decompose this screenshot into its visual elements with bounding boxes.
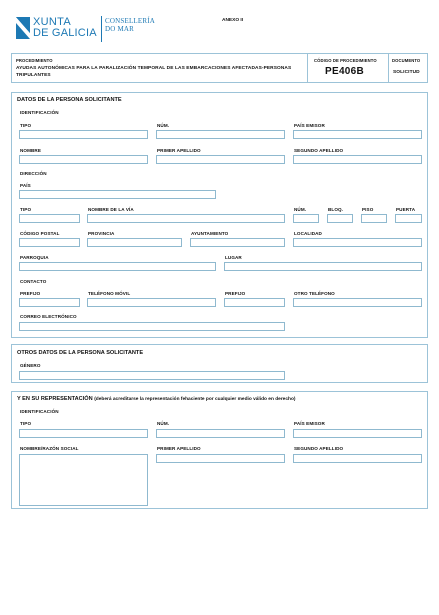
- other-phone-label: OTRO TELÉFONO: [294, 291, 335, 296]
- road-number-field[interactable]: [293, 214, 319, 223]
- type-field[interactable]: [19, 130, 148, 139]
- galicia-flag-icon: [16, 17, 30, 39]
- email-label: CORREO ELECTRÓNICO: [20, 314, 77, 319]
- procedure-code-label: CÓDIGO DE PROCEDIMIENTO: [314, 58, 377, 63]
- municipality-label: AYUNTAMIENTO: [191, 231, 229, 236]
- identification-heading: IDENTIFICACIÓN: [20, 110, 59, 115]
- parish-field[interactable]: [19, 262, 216, 271]
- rep-first-surname-label: PRIMER APELLIDO: [157, 446, 201, 451]
- mobile-field[interactable]: [87, 298, 216, 307]
- other-phone-field[interactable]: [293, 298, 422, 307]
- issuing-country-field[interactable]: [293, 130, 422, 139]
- first-surname-label: PRIMER APELLIDO: [157, 148, 201, 153]
- rep-first-surname-field[interactable]: [156, 454, 285, 463]
- place-field[interactable]: [224, 262, 422, 271]
- road-type-label: TIPO: [20, 207, 32, 212]
- rep-name-field[interactable]: [19, 454, 148, 506]
- procedure-label: PROCEDIMIENTO: [16, 58, 53, 63]
- place-label: LUGAR: [225, 255, 242, 260]
- province-label: PROVINCIA: [88, 231, 115, 236]
- representative-title: [17, 396, 295, 403]
- country-field[interactable]: [19, 190, 216, 199]
- logo-divider: [101, 16, 102, 42]
- locality-label: LOCALIDAD: [294, 231, 322, 236]
- postal-code-field[interactable]: [19, 238, 80, 247]
- procedure-divider-2: [388, 54, 389, 82]
- parish-label: PARROQUIA: [20, 255, 49, 260]
- issuing-country-label: PAÍS EMISOR: [294, 123, 325, 128]
- procedure-title-line-1: AYUDAS AUTONÓMICAS PARA LA PARALIZACIÓN TEMPORAL DE LAS EMBARCACIONES AFECTADAS-PERSONAS: [16, 66, 292, 71]
- procedure-divider-1: [307, 54, 308, 82]
- document-value: SOLICITUD: [393, 70, 420, 75]
- number-label: NÚM.: [157, 123, 170, 128]
- rep-second-surname-field[interactable]: [293, 454, 422, 463]
- door-label: PUERTA: [396, 207, 416, 212]
- second-surname-field[interactable]: [293, 155, 422, 164]
- country-label: PAÍS: [20, 183, 31, 188]
- procedure-title-line-2: TRIPULANTES: [16, 73, 51, 78]
- number-field[interactable]: [156, 130, 285, 139]
- representative-section: [11, 391, 428, 509]
- block-label: BLOQ.: [328, 207, 344, 212]
- gender-field[interactable]: [19, 371, 285, 380]
- logo-line-1: XUNTA: [33, 16, 71, 28]
- email-field[interactable]: [19, 322, 285, 331]
- applicant-section: [11, 92, 428, 338]
- contact-heading: CONTACTO: [20, 279, 47, 284]
- xunta-logo: [16, 16, 106, 42]
- road-name-field[interactable]: [87, 214, 285, 223]
- gender-label: GÉNERO: [20, 363, 41, 368]
- logo-line-2: DE GALICIA: [33, 27, 97, 39]
- rep-issuing-country-field[interactable]: [293, 429, 422, 438]
- applicant-section-title: DATOS DE LA PERSONA SOLICITANTE: [17, 97, 122, 103]
- rep-number-field[interactable]: [156, 429, 285, 438]
- province-field[interactable]: [87, 238, 182, 247]
- procedure-box: [11, 53, 428, 83]
- rep-name-label: NOMBRE/RAZÓN SOCIAL: [20, 446, 79, 451]
- type-label: TIPO: [20, 123, 32, 128]
- rep-type-label: TIPO: [20, 421, 32, 426]
- road-number-label: NÚM.: [294, 207, 307, 212]
- other-data-section: [11, 344, 428, 383]
- department-line-1: CONSELLERÍA: [105, 17, 156, 25]
- road-type-field[interactable]: [19, 214, 80, 223]
- rep-type-field[interactable]: [19, 429, 148, 438]
- other-data-title: OTROS DATOS DE LA PERSONA SOLICITANTE: [17, 350, 144, 356]
- road-name-label: NOMBRE DE LA VÍA: [88, 207, 134, 212]
- name-label: NOMBRE: [20, 148, 42, 153]
- representative-title-main: Y EN SU REPRESENTACIÓN: [17, 396, 93, 402]
- rep-number-label: NÚM.: [157, 421, 170, 426]
- rep-issuing-country-label: PAÍS EMISOR: [294, 421, 325, 426]
- locality-field[interactable]: [293, 238, 422, 247]
- floor-field[interactable]: [361, 214, 387, 223]
- document-label: DOCUMENTO: [392, 58, 421, 63]
- mobile-label: TELÉFONO MÓVIL: [88, 291, 131, 296]
- door-field[interactable]: [395, 214, 422, 223]
- address-heading: DIRECCIÓN: [20, 171, 47, 176]
- annex-label: ANEXO II: [222, 18, 244, 23]
- other-prefix-label: PREFIJO: [225, 291, 246, 296]
- second-surname-label: SEGUNDO APELLIDO: [294, 148, 344, 153]
- representative-note: (deberá acreditarse la representación fehaciente por cualquier medio válido en derecho): [94, 397, 296, 402]
- rep-second-surname-label: SEGUNDO APELLIDO: [294, 446, 344, 451]
- procedure-code: PE406B: [325, 66, 365, 77]
- municipality-field[interactable]: [190, 238, 285, 247]
- postal-code-label: CÓDIGO POSTAL: [20, 231, 60, 236]
- first-surname-field[interactable]: [156, 155, 285, 164]
- floor-label: PISO: [362, 207, 374, 212]
- rep-identification-heading: IDENTIFICACIÓN: [20, 409, 59, 414]
- other-prefix-field[interactable]: [224, 298, 285, 307]
- prefix-label: PREFIJO: [20, 291, 41, 296]
- prefix-field[interactable]: [19, 298, 80, 307]
- name-field[interactable]: [19, 155, 148, 164]
- block-field[interactable]: [327, 214, 353, 223]
- department-line-2: DO MAR: [105, 25, 135, 33]
